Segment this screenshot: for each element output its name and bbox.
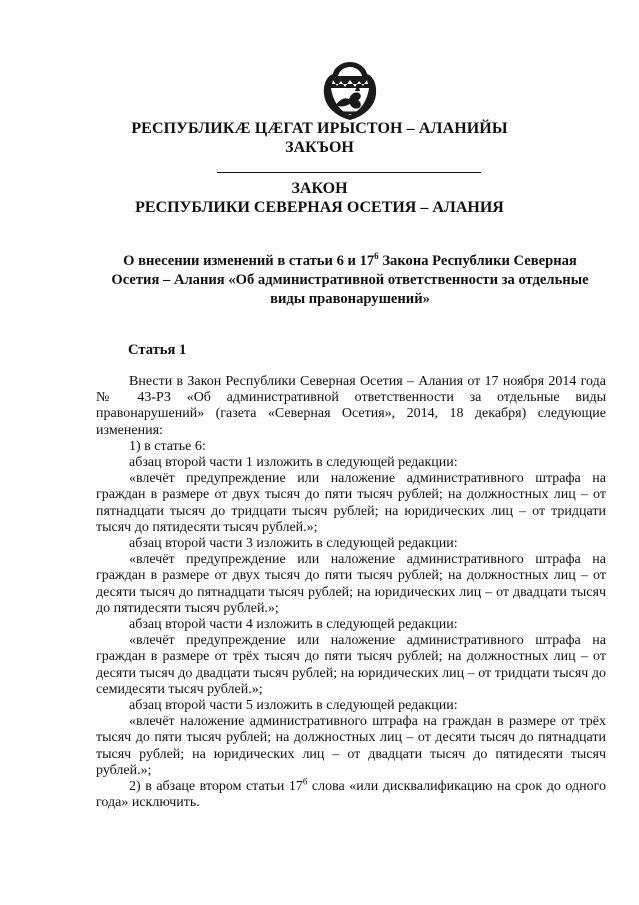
paragraph: абзац второй части 3 изложить в следующей редакции: bbox=[129, 536, 458, 552]
coat-of-arms-emblem bbox=[321, 60, 379, 122]
law-title bbox=[105, 252, 595, 309]
last-paragraph-part2: слова «или дисквалификацию на срок до одного года» исключить. bbox=[96, 779, 606, 811]
last-paragraph-part1: 2) в абзаце втором статьи 17 bbox=[129, 779, 303, 795]
paragraph: абзац второй части 4 изложить в следующей редакции: bbox=[129, 617, 458, 633]
paragraph: «влечёт предупреждение или наложение административного штрафа на граждан в размере от двух тысяч до пяти тысяч рублей; на должностных лиц – от пятнадцати тысяч до тридцати тысяч рублей; на юридических лиц – от тридцати тысяч до пятидесяти тысяч рублей.»; bbox=[96, 471, 606, 535]
republic-name-ossetian: РЕСПУБЛИКӔ ЦӔГАТ ИРЫСТОН – АЛАНИЙЫ bbox=[131, 120, 508, 137]
header-divider bbox=[217, 172, 481, 173]
paragraph: абзац второй части 5 изложить в следующей редакции: bbox=[129, 698, 458, 714]
paragraph: «влечёт наложение административного штрафа на граждан в размере от трёх тысяч до пяти тысяч рублей; на должностных лиц – от десяти тысяч до пятнадцати тысяч рублей; на юридических лиц – от двадцати тысяч до пятидесяти тысяч рублей.»; bbox=[96, 714, 606, 778]
paragraph: «влечёт предупреждение или наложение административного штрафа на граждан в размере от двух тысяч до пяти тысяч рублей; на должностных лиц – от десяти тысяч до пятнадцати тысяч рублей; на юридических лиц – от двадцати тысяч до пятидесяти тысяч рублей.»; bbox=[96, 552, 606, 616]
law-title-part2: Закона Республики Северная Осетия – Алания «Об административной ответственности за отдельные виды правонарушений» bbox=[111, 253, 589, 307]
article-heading: Статья 1 bbox=[128, 342, 187, 358]
paragraph: «влечёт предупреждение или наложение административного штрафа на граждан в размере от трёх тысяч до пяти тысяч рублей; на должностных лиц – от десяти тысяч до двадцати тысяч рублей; на юридических лиц – от тридцати тысяч до семидесяти тысяч рублей.»; bbox=[96, 633, 606, 697]
law-word-ossetian: ЗАКЪОН bbox=[285, 139, 354, 156]
paragraph-last bbox=[96, 776, 606, 811]
law-word-russian: ЗАКОН bbox=[291, 180, 348, 197]
paragraph: 1) в статье 6: bbox=[129, 438, 206, 454]
paragraph: Внести в Закон Республики Северная Осетия – Алания от 17 ноября 2014 года № 43-РЗ «Об административной ответственности за отдельные виды правонарушений» (газета «Северная Осетия», 2014, 18 декабря) следующие изменения: bbox=[96, 374, 606, 438]
law-title-part1: О внесении изменений в статьи 6 и 17 bbox=[123, 253, 375, 269]
law-title-superscript: 6 bbox=[374, 251, 379, 262]
paragraph: абзац второй части 1 изложить в следующей редакции: bbox=[129, 455, 458, 471]
last-paragraph-superscript: 6 bbox=[302, 776, 308, 787]
article-body bbox=[96, 374, 606, 811]
republic-name-russian: РЕСПУБЛИКИ СЕВЕРНАЯ ОСЕТИЯ – АЛАНИЯ bbox=[135, 199, 504, 216]
